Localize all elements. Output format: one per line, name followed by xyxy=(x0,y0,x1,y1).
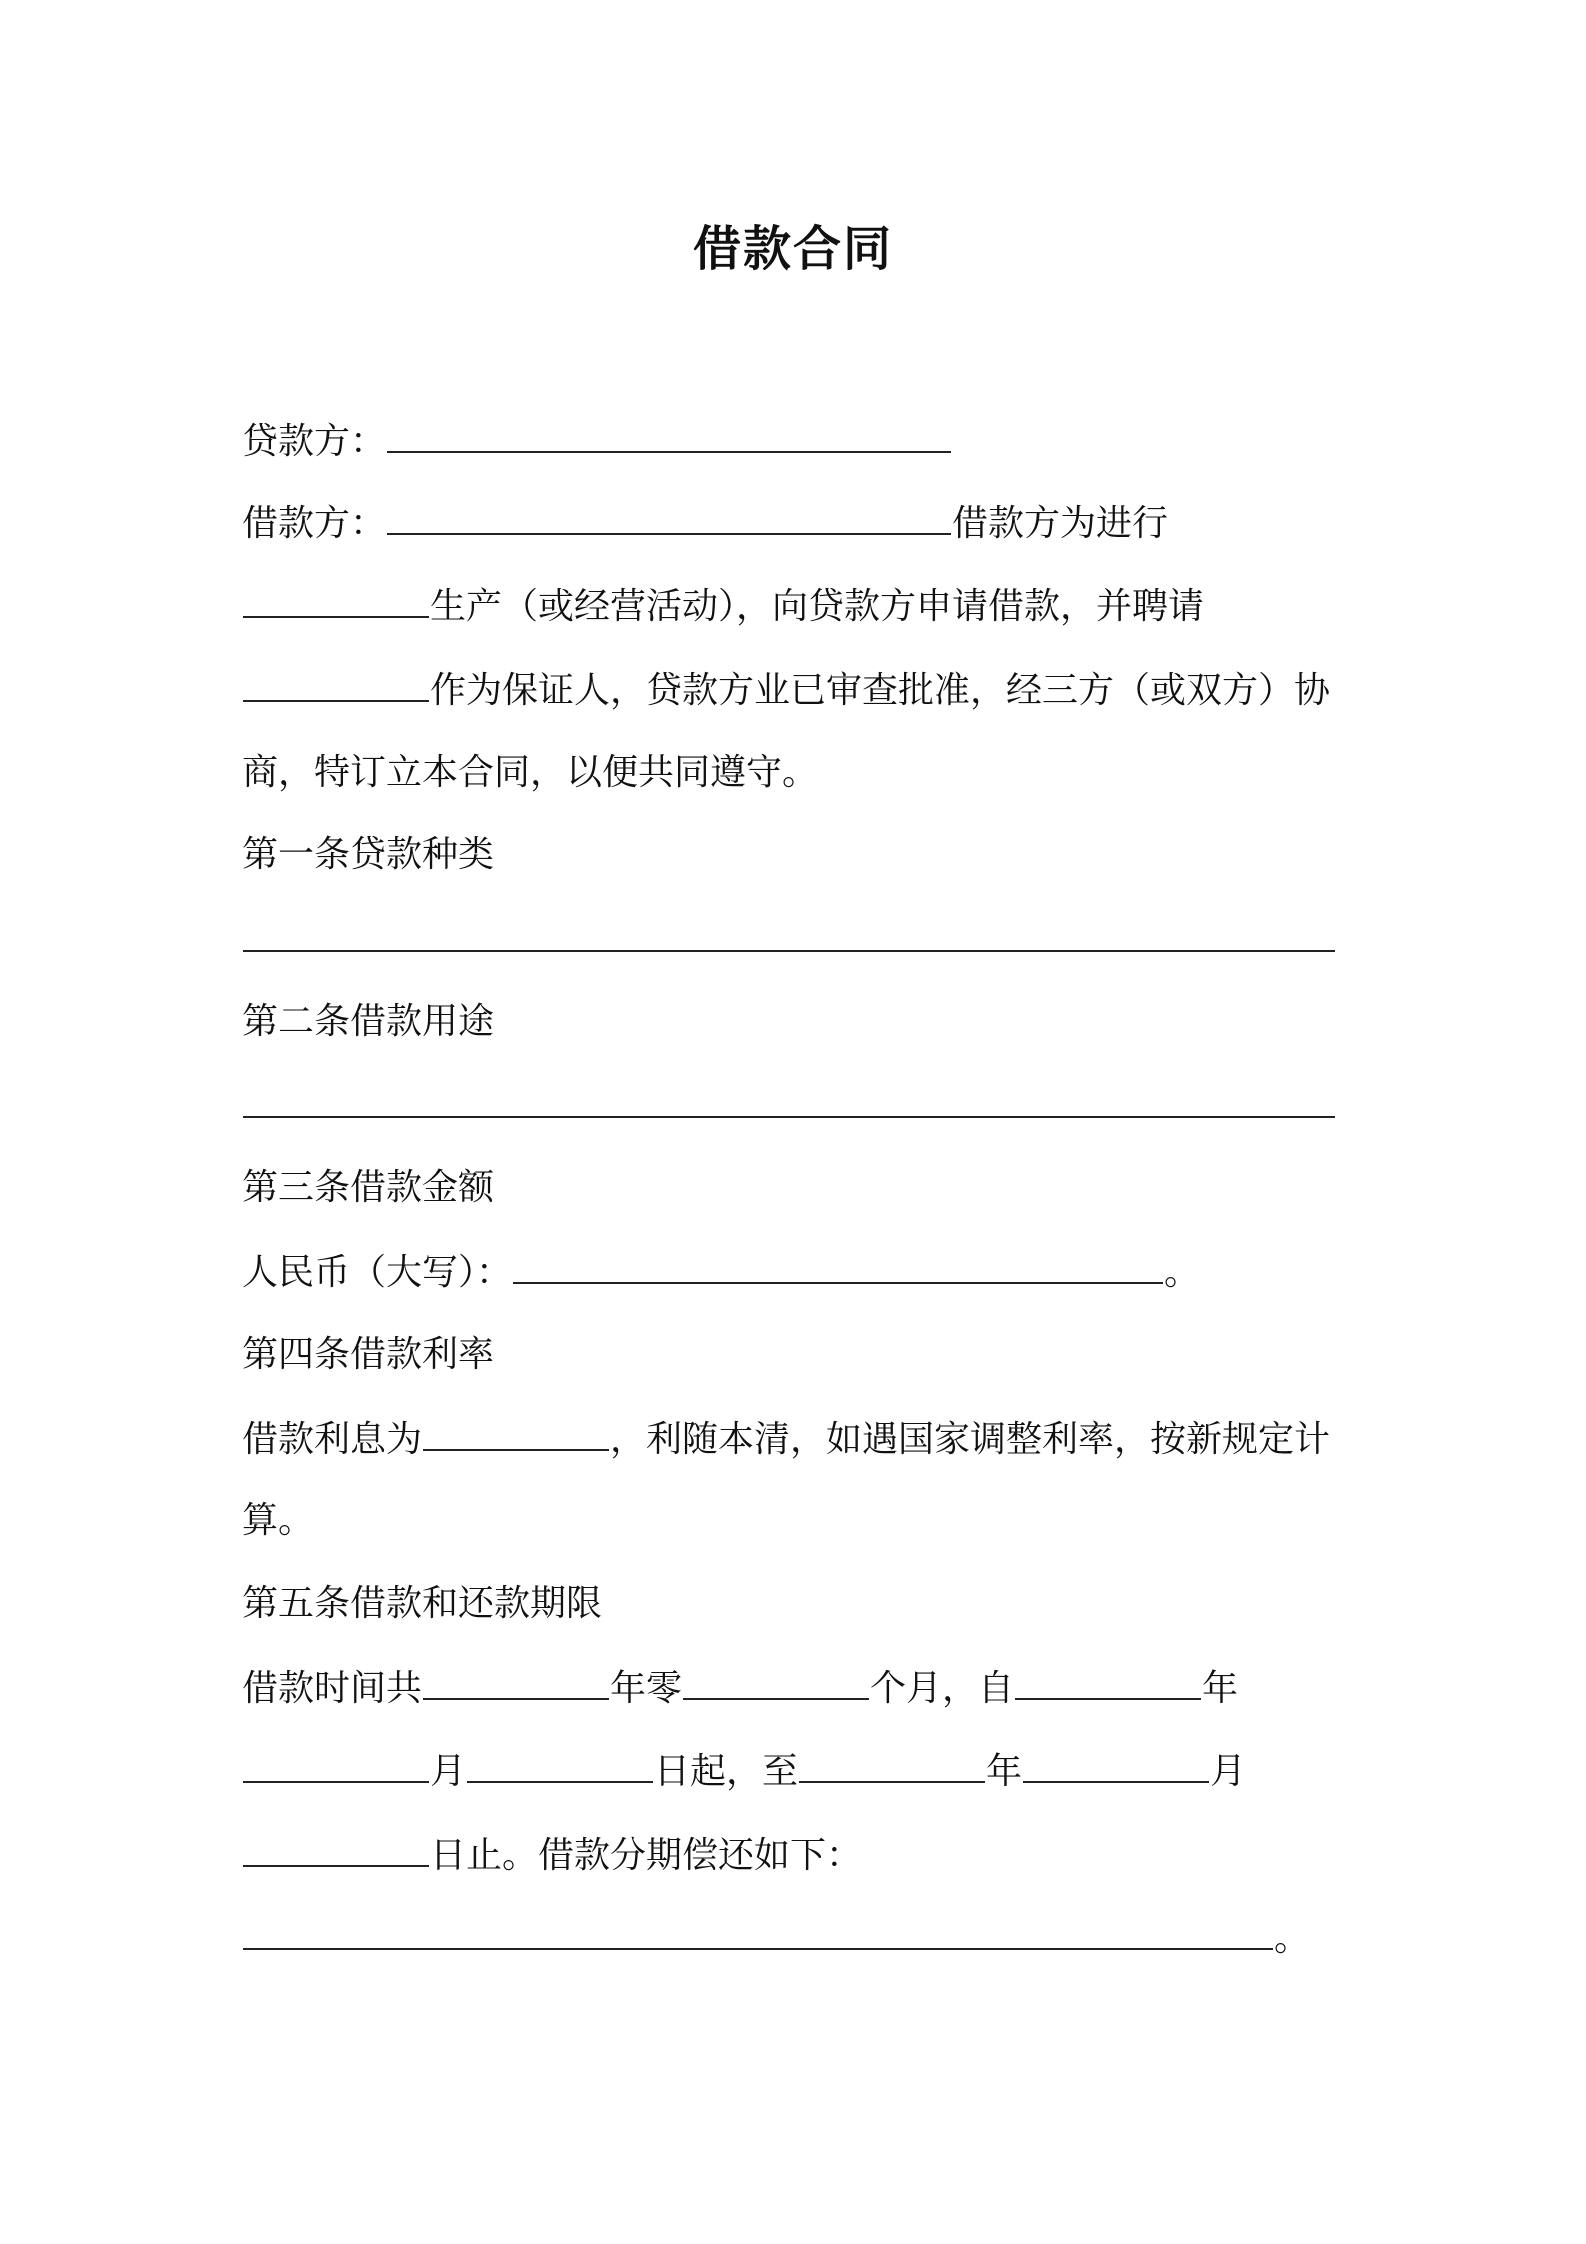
term-text-e: 月 xyxy=(430,1751,467,1792)
term-text-h: 月 xyxy=(1210,1751,1247,1792)
guarantor-blank[interactable] xyxy=(243,664,429,702)
article-5-line-3 xyxy=(242,1829,862,1881)
start-year-blank[interactable] xyxy=(1015,1662,1201,1700)
term-text-i: 日止。借款分期偿还如下： xyxy=(430,1835,863,1876)
article-4-line xyxy=(242,1413,1330,1465)
article-1-line xyxy=(242,914,1336,966)
article-5-line-1 xyxy=(242,1662,1238,1714)
installment-end: 。 xyxy=(1274,1918,1311,1959)
article-5-line-2 xyxy=(242,1745,1246,1797)
term-text-d: 年 xyxy=(1202,1668,1239,1709)
borrower-label: 借款方： xyxy=(242,503,387,544)
lender-line xyxy=(242,415,952,467)
article-2-heading: 第二条借款用途 xyxy=(242,1001,495,1042)
amount-blank[interactable] xyxy=(513,1246,1163,1284)
preamble-line-4 xyxy=(242,664,1330,716)
borrower-line xyxy=(242,497,1168,549)
term-text-b: 年零 xyxy=(610,1668,683,1709)
lender-label: 贷款方： xyxy=(242,421,387,462)
interest-blank[interactable] xyxy=(423,1413,609,1451)
article-5-heading: 第五条借款和还款期限 xyxy=(242,1583,603,1624)
page-title: 借款合同 xyxy=(692,221,893,277)
interest-text-start: 借款利息为 xyxy=(242,1419,423,1460)
article-4-cont: 算。 xyxy=(242,1500,315,1541)
amount-end: 。 xyxy=(1164,1252,1201,1293)
term-text-f: 日起，至 xyxy=(654,1751,799,1792)
article-1-heading: 第一条贷款种类 xyxy=(242,834,495,875)
preamble-text-3: 生产（或经营活动），向贷款方申请借款，并聘请 xyxy=(430,586,1205,627)
term-text-c: 个月，自 xyxy=(870,1668,1015,1709)
loan-type-blank[interactable] xyxy=(243,914,1335,952)
preamble-text-4: 作为保证人，贷款方业已审查批准，经三方（或双方）协 xyxy=(430,670,1331,711)
preamble-line-3 xyxy=(242,580,1204,632)
amount-label: 人民币（大写）： xyxy=(242,1252,513,1293)
end-year-blank[interactable] xyxy=(799,1745,985,1783)
term-years-blank[interactable] xyxy=(423,1662,609,1700)
article-2-line xyxy=(242,1080,1336,1132)
preamble-text-5: 商，特订立本合同，以便共同遵守。 xyxy=(242,752,819,793)
borrower-tail: 借款方为进行 xyxy=(952,503,1169,544)
installment-blank[interactable] xyxy=(243,1912,1273,1950)
article-3-heading: 第三条借款金额 xyxy=(242,1167,495,1208)
article-4-heading: 第四条借款利率 xyxy=(242,1334,495,1375)
end-day-blank[interactable] xyxy=(243,1829,429,1867)
term-months-blank[interactable] xyxy=(683,1662,869,1700)
end-month-blank[interactable] xyxy=(1023,1745,1209,1783)
lender-blank[interactable] xyxy=(387,415,951,453)
article-3-amount-line xyxy=(242,1246,1200,1298)
borrower-blank[interactable] xyxy=(387,497,951,535)
term-text-g: 年 xyxy=(986,1751,1023,1792)
start-month-blank[interactable] xyxy=(243,1745,429,1783)
interest-text-end: ，利随本清，如遇国家调整利率，按新规定计 xyxy=(610,1419,1331,1460)
preamble-line-5 xyxy=(242,748,818,798)
start-day-blank[interactable] xyxy=(467,1745,653,1783)
term-text-a: 借款时间共 xyxy=(242,1668,423,1709)
article-5-line-4 xyxy=(242,1912,1310,1964)
loan-purpose-blank[interactable] xyxy=(243,1080,1335,1118)
production-blank[interactable] xyxy=(243,580,429,618)
